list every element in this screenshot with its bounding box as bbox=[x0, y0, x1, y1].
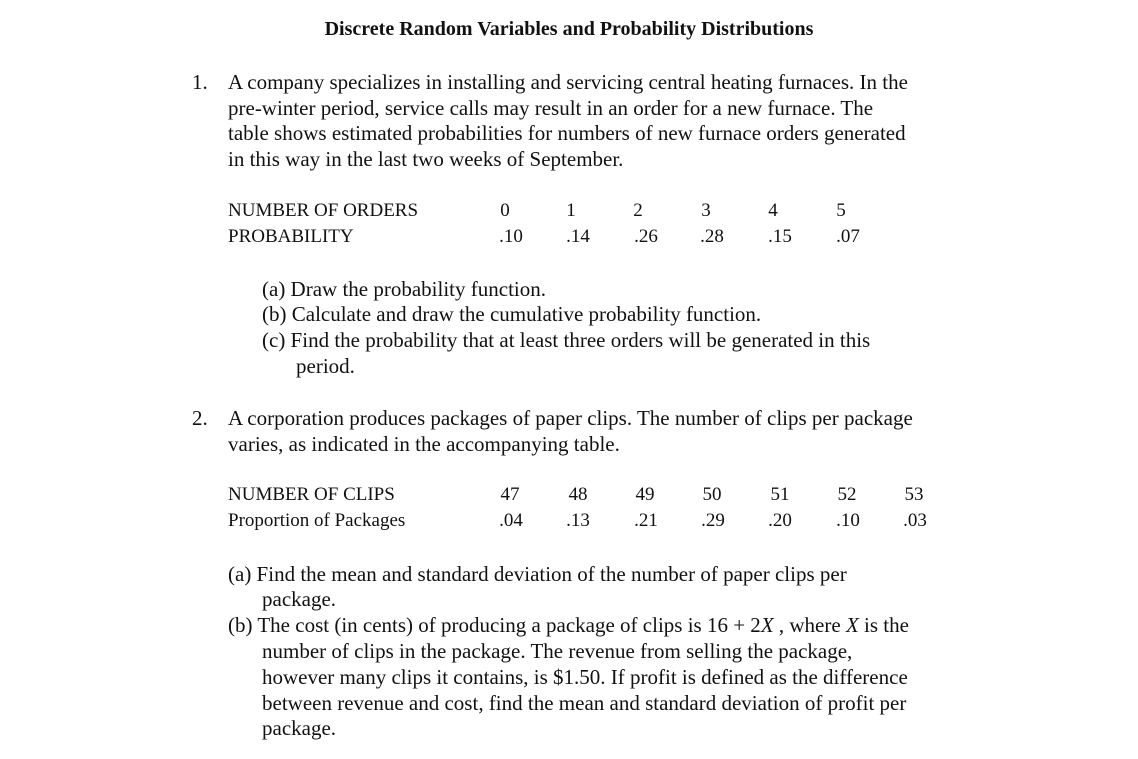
q2-table-prop: .21 bbox=[634, 510, 658, 531]
q1-text-line: in this way in the last two weeks of September. bbox=[228, 147, 624, 171]
q2-part-b-mid: , where bbox=[773, 613, 846, 637]
q1-number: 1. bbox=[192, 70, 208, 94]
q1-table-value: 0 bbox=[500, 200, 510, 221]
q2-table-value: 50 bbox=[702, 484, 722, 505]
q2-part-b-x2: X bbox=[845, 613, 859, 637]
q2-part-b-post: is the bbox=[858, 613, 909, 637]
q2-part-a-cont: package. bbox=[262, 587, 337, 611]
q2-part-b-cont: between revenue and cost, find the mean and standard deviation of profit per bbox=[262, 691, 907, 715]
q1-table-value: 2 bbox=[633, 200, 643, 221]
q2-part-b-cont: however many clips it contains, is $1.50. If profit is defined as the difference bbox=[262, 665, 908, 689]
q1-table-row2-label: PROBABILITY bbox=[228, 226, 354, 247]
q1-table-prob: .07 bbox=[836, 226, 860, 247]
q2-part-b-cont: number of clips in the package. The revenue from selling the package, bbox=[262, 639, 853, 663]
q1-table-value: 5 bbox=[836, 200, 846, 221]
q2-table-prop: .29 bbox=[701, 510, 725, 531]
q2-text-line: varies, as indicated in the accompanying table. bbox=[228, 432, 620, 456]
q2-part-a: (a) Find the mean and standard deviation of the number of paper clips per bbox=[228, 562, 847, 586]
q2-table-prop: .03 bbox=[903, 510, 927, 531]
page-title: Discrete Random Variables and Probability Distributions bbox=[324, 18, 814, 40]
q2-table-prop: .13 bbox=[566, 510, 590, 531]
q2-table-prop: .20 bbox=[768, 510, 792, 531]
q1-table-prob: .14 bbox=[566, 226, 590, 247]
q2-table-value: 52 bbox=[837, 484, 857, 505]
q1-table-value: 4 bbox=[768, 200, 778, 221]
q2-part-b bbox=[228, 612, 909, 638]
q1-part-c: (c) Find the probability that at least three orders will be generated in this bbox=[262, 328, 871, 352]
q2-table-prop: .10 bbox=[836, 510, 860, 531]
q1-table-prob: .28 bbox=[700, 226, 724, 247]
q2-table-value: 51 bbox=[770, 484, 790, 505]
q2-table-value: 48 bbox=[568, 484, 588, 505]
q1-text-line: A company specializes in installing and servicing central heating furnaces. In the bbox=[228, 70, 908, 94]
q1-table-value: 3 bbox=[701, 200, 711, 221]
q2-part-b-cont: package. bbox=[262, 716, 337, 740]
q1-part-a: (a) Draw the probability function. bbox=[262, 277, 546, 301]
q1-text-line: pre-winter period, service calls may result in an order for a new furnace. The bbox=[228, 96, 874, 120]
q1-part-c-cont: period. bbox=[296, 354, 355, 378]
q2-part-b-formula: 16 + 2 bbox=[706, 613, 761, 637]
q1-table-row1-label: NUMBER OF ORDERS bbox=[228, 200, 419, 221]
q2-text-line: A corporation produces packages of paper clips. The number of clips per package bbox=[228, 406, 913, 430]
q2-table-value: 49 bbox=[635, 484, 655, 505]
q1-table-value: 1 bbox=[566, 200, 576, 221]
q1-table-prob: .15 bbox=[768, 226, 792, 247]
q2-part-b-x: X bbox=[760, 613, 774, 637]
q2-table-value: 47 bbox=[500, 484, 520, 505]
q1-part-b: (b) Calculate and draw the cumulative probability function. bbox=[262, 302, 762, 326]
q2-table-prop: .04 bbox=[499, 510, 523, 531]
q2-part-b-pre: (b) The cost (in cents) of producing a package of clips is bbox=[228, 613, 707, 637]
q2-number: 2. bbox=[192, 406, 208, 430]
q2-table-row1-label: NUMBER OF CLIPS bbox=[228, 484, 395, 505]
q2-table-value: 53 bbox=[904, 484, 924, 505]
q2-table-row2-label: Proportion of Packages bbox=[228, 510, 406, 531]
q1-table-prob: .26 bbox=[634, 226, 658, 247]
q1-text-line: table shows estimated probabilities for numbers of new furnace orders generated bbox=[228, 121, 906, 145]
q1-table-prob: .10 bbox=[499, 226, 523, 247]
